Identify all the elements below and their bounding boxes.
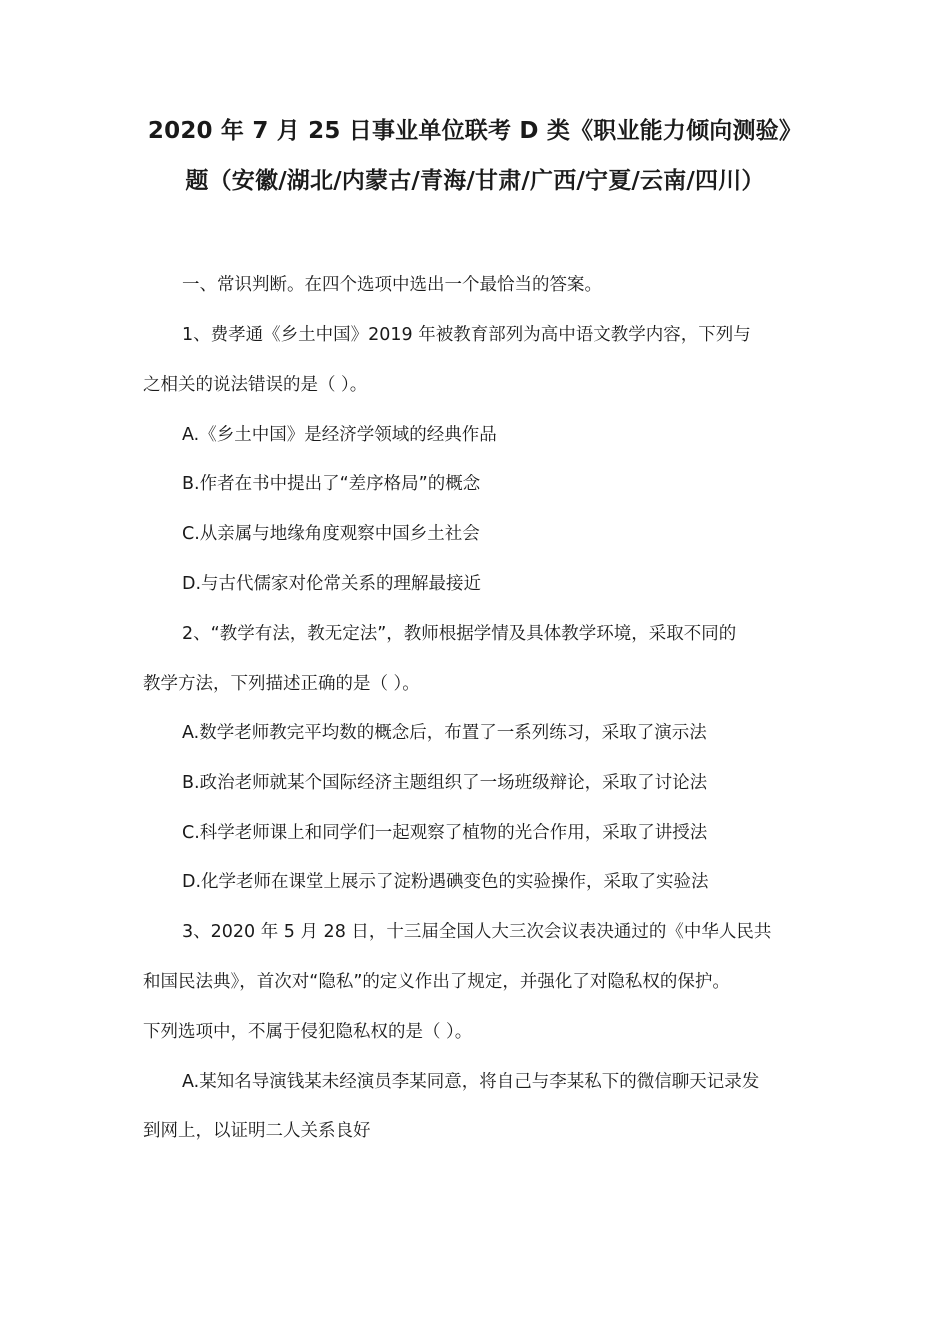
question-2-stem-line-1: 2、“教学有法，教无定法”，教师根据学情及具体教学环境，采取不同的 [182, 624, 737, 644]
section-heading: 一、常识判断。在四个选项中选出一个最恰当的答案。 [182, 275, 602, 295]
question-1-option-b: B.作者在书中提出了“差序格局”的概念 [182, 474, 481, 494]
question-3-stem-line-3: 下列选项中，不属于侵犯隐私权的是（ ）。 [143, 1022, 473, 1042]
question-2-stem-line-2: 教学方法，下列描述正确的是（ ）。 [143, 674, 420, 694]
question-2-option-a: A.数学老师教完平均数的概念后，布置了一系列练习，采取了演示法 [182, 723, 707, 743]
document-title-line-2: 题（安徽/湖北/内蒙古/青海/甘肃/广西/宁夏/云南/四川） [185, 168, 765, 194]
document-title-line-1: 2020 年 7 月 25 日事业单位联考 D 类《职业能力倾向测验》 [147, 118, 803, 144]
question-3-stem-line-1: 3、2020 年 5 月 28 日，十三届全国人大三次会议表决通过的《中华人民共 [182, 922, 772, 942]
question-1-stem-line-2: 之相关的说法错误的是（ ）。 [143, 375, 368, 395]
question-2-option-d: D.化学老师在课堂上展示了淀粉遇碘变色的实验操作，采取了实验法 [182, 872, 709, 892]
question-3-option-a-line-2: 到网上，以证明二人关系良好 [143, 1121, 371, 1141]
question-1-option-a: A.《乡土中国》是经济学领域的经典作品 [182, 425, 497, 445]
question-3-stem-line-2: 和国民法典》，首次对“隐私”的定义作出了规定，并强化了对隐私权的保护。 [143, 972, 730, 992]
question-2-option-b: B.政治老师就某个国际经济主题组织了一场班级辩论，采取了讨论法 [182, 773, 708, 793]
question-1-stem-line-1: 1、费孝通《乡土中国》2019 年被教育部列为高中语文教学内容，下列与 [182, 325, 751, 345]
question-3-option-a-line-1: A.某知名导演钱某未经演员李某同意，将自己与李某私下的微信聊天记录发 [182, 1072, 760, 1092]
question-1-option-c: C.从亲属与地缘角度观察中国乡土社会 [182, 524, 480, 544]
question-1-option-d: D.与古代儒家对伦常关系的理解最接近 [182, 574, 482, 594]
question-2-option-c: C.科学老师课上和同学们一起观察了植物的光合作用，采取了讲授法 [182, 823, 708, 843]
